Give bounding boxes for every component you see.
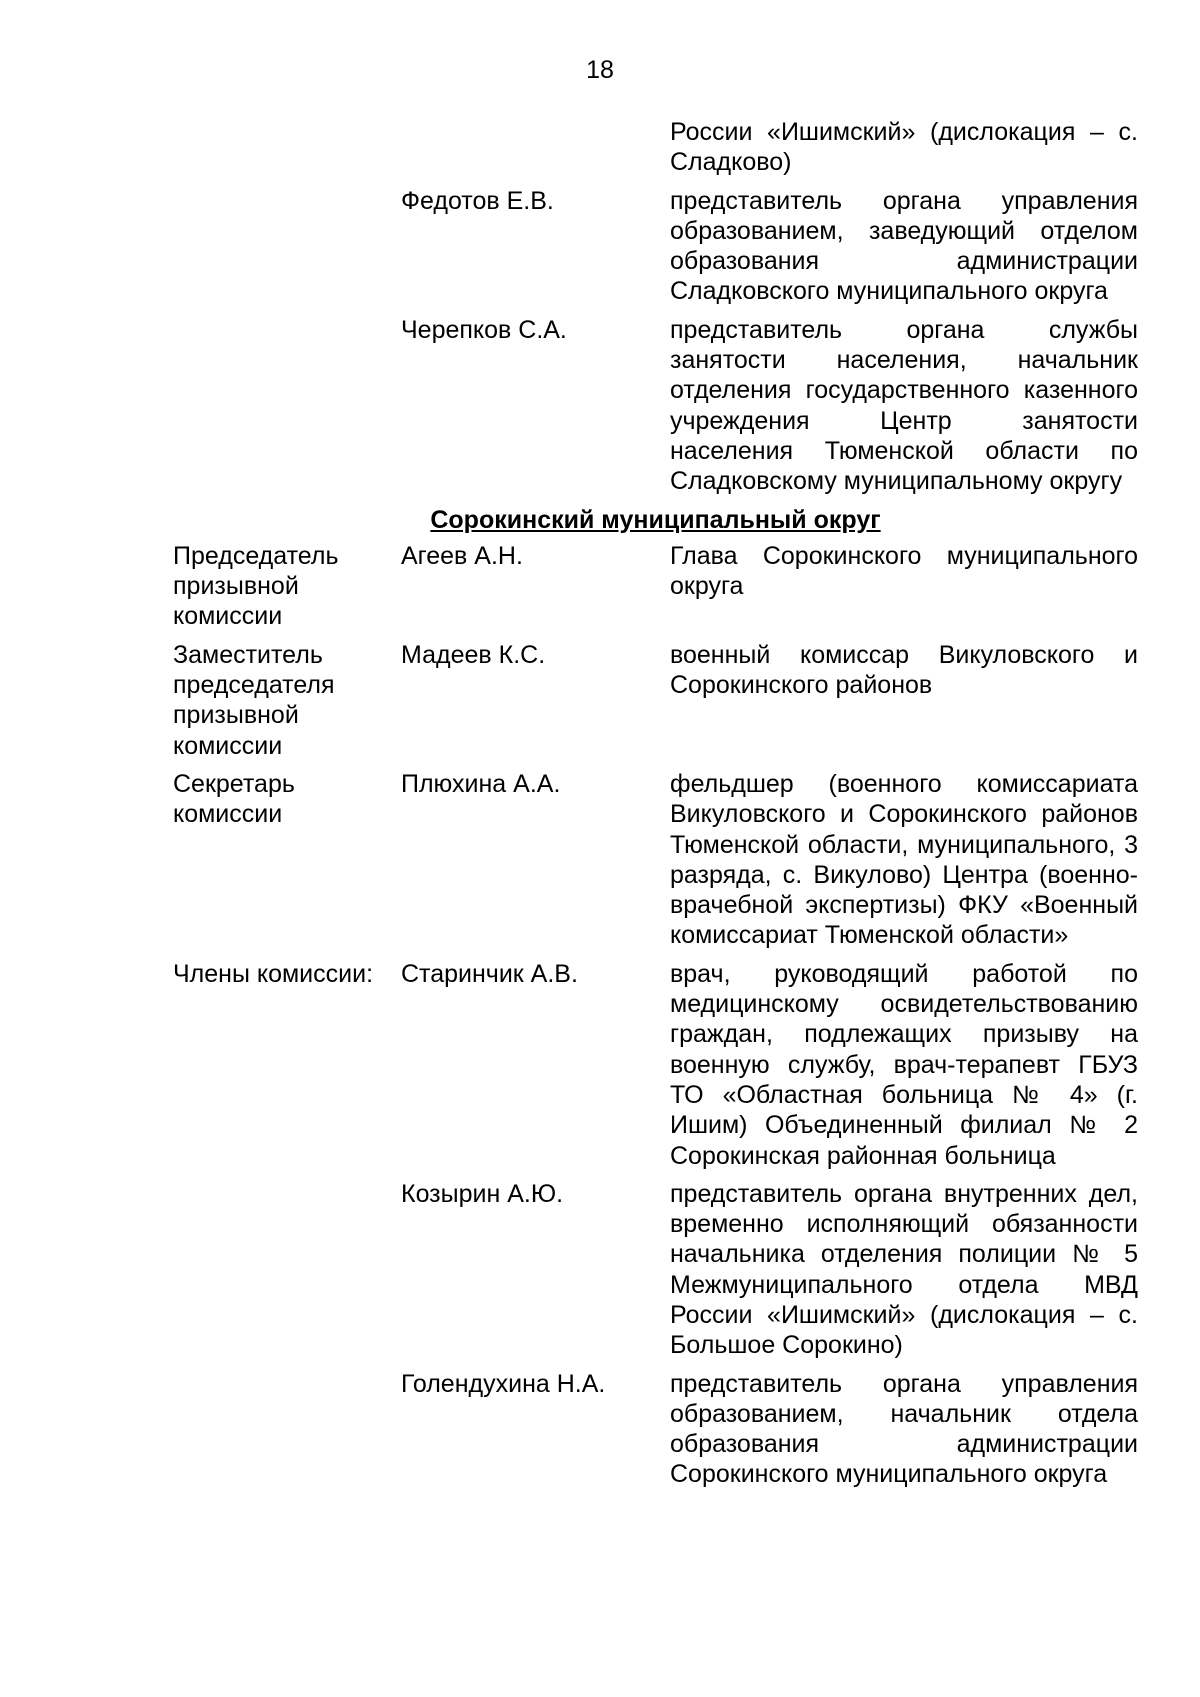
member-name: Черепков С.А. (401, 315, 567, 344)
member-description: представитель органа внутренних дел, временно исполняющий обязанности начальника отделения полиции № 5 Межмуниципального отдела МВД России «Ишимский» (дислокация – с. Большое Сорокино) (670, 1179, 1138, 1360)
member-row (173, 769, 1138, 951)
continuation-row (173, 117, 1138, 178)
member-description: фельдшер (военного комиссариата Викуловского и Сорокинского районов Тюменской области, муниципального, 3 разряда, с. Викулово) Центра (военно-врачебной экспертизы) ФКУ «Военный комиссариат Тюменской области» (670, 769, 1138, 950)
member-row (173, 1179, 1138, 1361)
member-name: Козырин А.Ю. (401, 1179, 564, 1208)
member-description: Глава Сорокинского муниципального округа (670, 541, 1138, 601)
member-description: представитель органа управления образованием, заведующий отделом образования администрации Сладковского муниципального округа (670, 186, 1138, 306)
page-number: 18 (586, 56, 614, 84)
member-row (173, 541, 1138, 632)
member-row (173, 315, 1138, 497)
member-description: представитель органа управления образованием, начальник отдела образования администрации Сорокинского муниципального округа (670, 1369, 1138, 1489)
member-row (173, 1369, 1138, 1490)
member-row (173, 640, 1138, 761)
member-row (173, 186, 1138, 307)
member-role: Председатель призывной комиссии (173, 541, 339, 631)
member-description: военный комиссар Викуловского и Сорокинского районов (670, 640, 1138, 700)
member-name: Голендухина Н.А. (401, 1369, 606, 1398)
section-title: Сорокинский муниципальный округ (430, 505, 881, 534)
member-role: Члены комиссии: (173, 959, 374, 988)
member-row (173, 959, 1138, 1171)
commission-list (173, 117, 1138, 1498)
member-role: Заместитель председателя призывной комиссии (173, 640, 335, 760)
member-name: Агеев А.Н. (401, 541, 523, 570)
member-name: Федотов Е.В. (401, 186, 554, 215)
member-description: представитель органа службы занятости населения, начальник отделения государственного казенного учреждения Центр занятости населения Тюменской области по Сладковскому муниципальному округу (670, 315, 1138, 496)
member-name: Старинчик А.В. (401, 959, 578, 988)
member-role: Секретарь комиссии (173, 769, 295, 829)
continuation-text: России «Ишимский» (дислокация – с. Сладково) (670, 118, 1138, 177)
member-description: врач, руководящий работой по медицинскому освидетельствованию граждан, подлежащих призыву на военную службу, врач-терапевт ГБУЗ ТО «Областная больница № 4» (г. Ишим) Объединенный филиал № 2 Сорокинская районная больница (670, 959, 1138, 1170)
member-name: Мадеев К.С. (401, 640, 546, 669)
member-name: Плюхина А.А. (401, 769, 561, 798)
